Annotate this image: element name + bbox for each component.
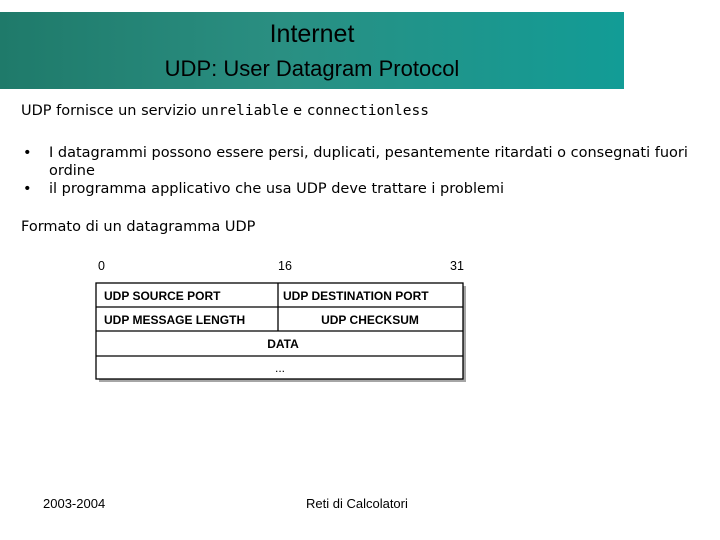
footer-year: 2003-2004: [43, 496, 106, 511]
slide-header: [0, 12, 624, 89]
field-ellipsis: ...: [274, 361, 286, 375]
slide-subtitle: UDP: User Datagram Protocol: [164, 56, 460, 81]
field-data: DATA: [267, 337, 299, 351]
field-destination-port: UDP DESTINATION PORT: [283, 289, 429, 303]
bit-label-31: 31: [450, 259, 464, 273]
intro-paragraph: [21, 103, 429, 119]
intro-middle: e: [288, 103, 307, 119]
bullet-list: [21, 144, 711, 198]
footer-course: Reti di Calcolatori: [306, 496, 408, 511]
intro-term-unreliable: unreliable: [201, 103, 289, 119]
field-message-length: UDP MESSAGE LENGTH: [104, 313, 246, 327]
slide-title: Internet: [269, 20, 355, 48]
udp-datagram-diagram: [90, 256, 480, 386]
format-heading: Formato di un datagramma UDP: [21, 219, 256, 235]
bit-label-0: 0: [98, 259, 105, 273]
field-source-port: UDP SOURCE PORT: [104, 289, 221, 303]
field-checksum: UDP CHECKSUM: [321, 313, 419, 327]
intro-term-connectionless: connectionless: [306, 103, 429, 119]
bullet-item: • il programma applicativo che usa UDP deve trattare i problemi: [21, 180, 711, 198]
intro-prefix: UDP fornisce un servizio: [21, 103, 202, 119]
bullet-item: • I datagrammi possono essere persi, duplicati, pesantemente ritardati o consegnati fuori ordine: [21, 144, 711, 180]
bit-label-16: 16: [278, 259, 292, 273]
